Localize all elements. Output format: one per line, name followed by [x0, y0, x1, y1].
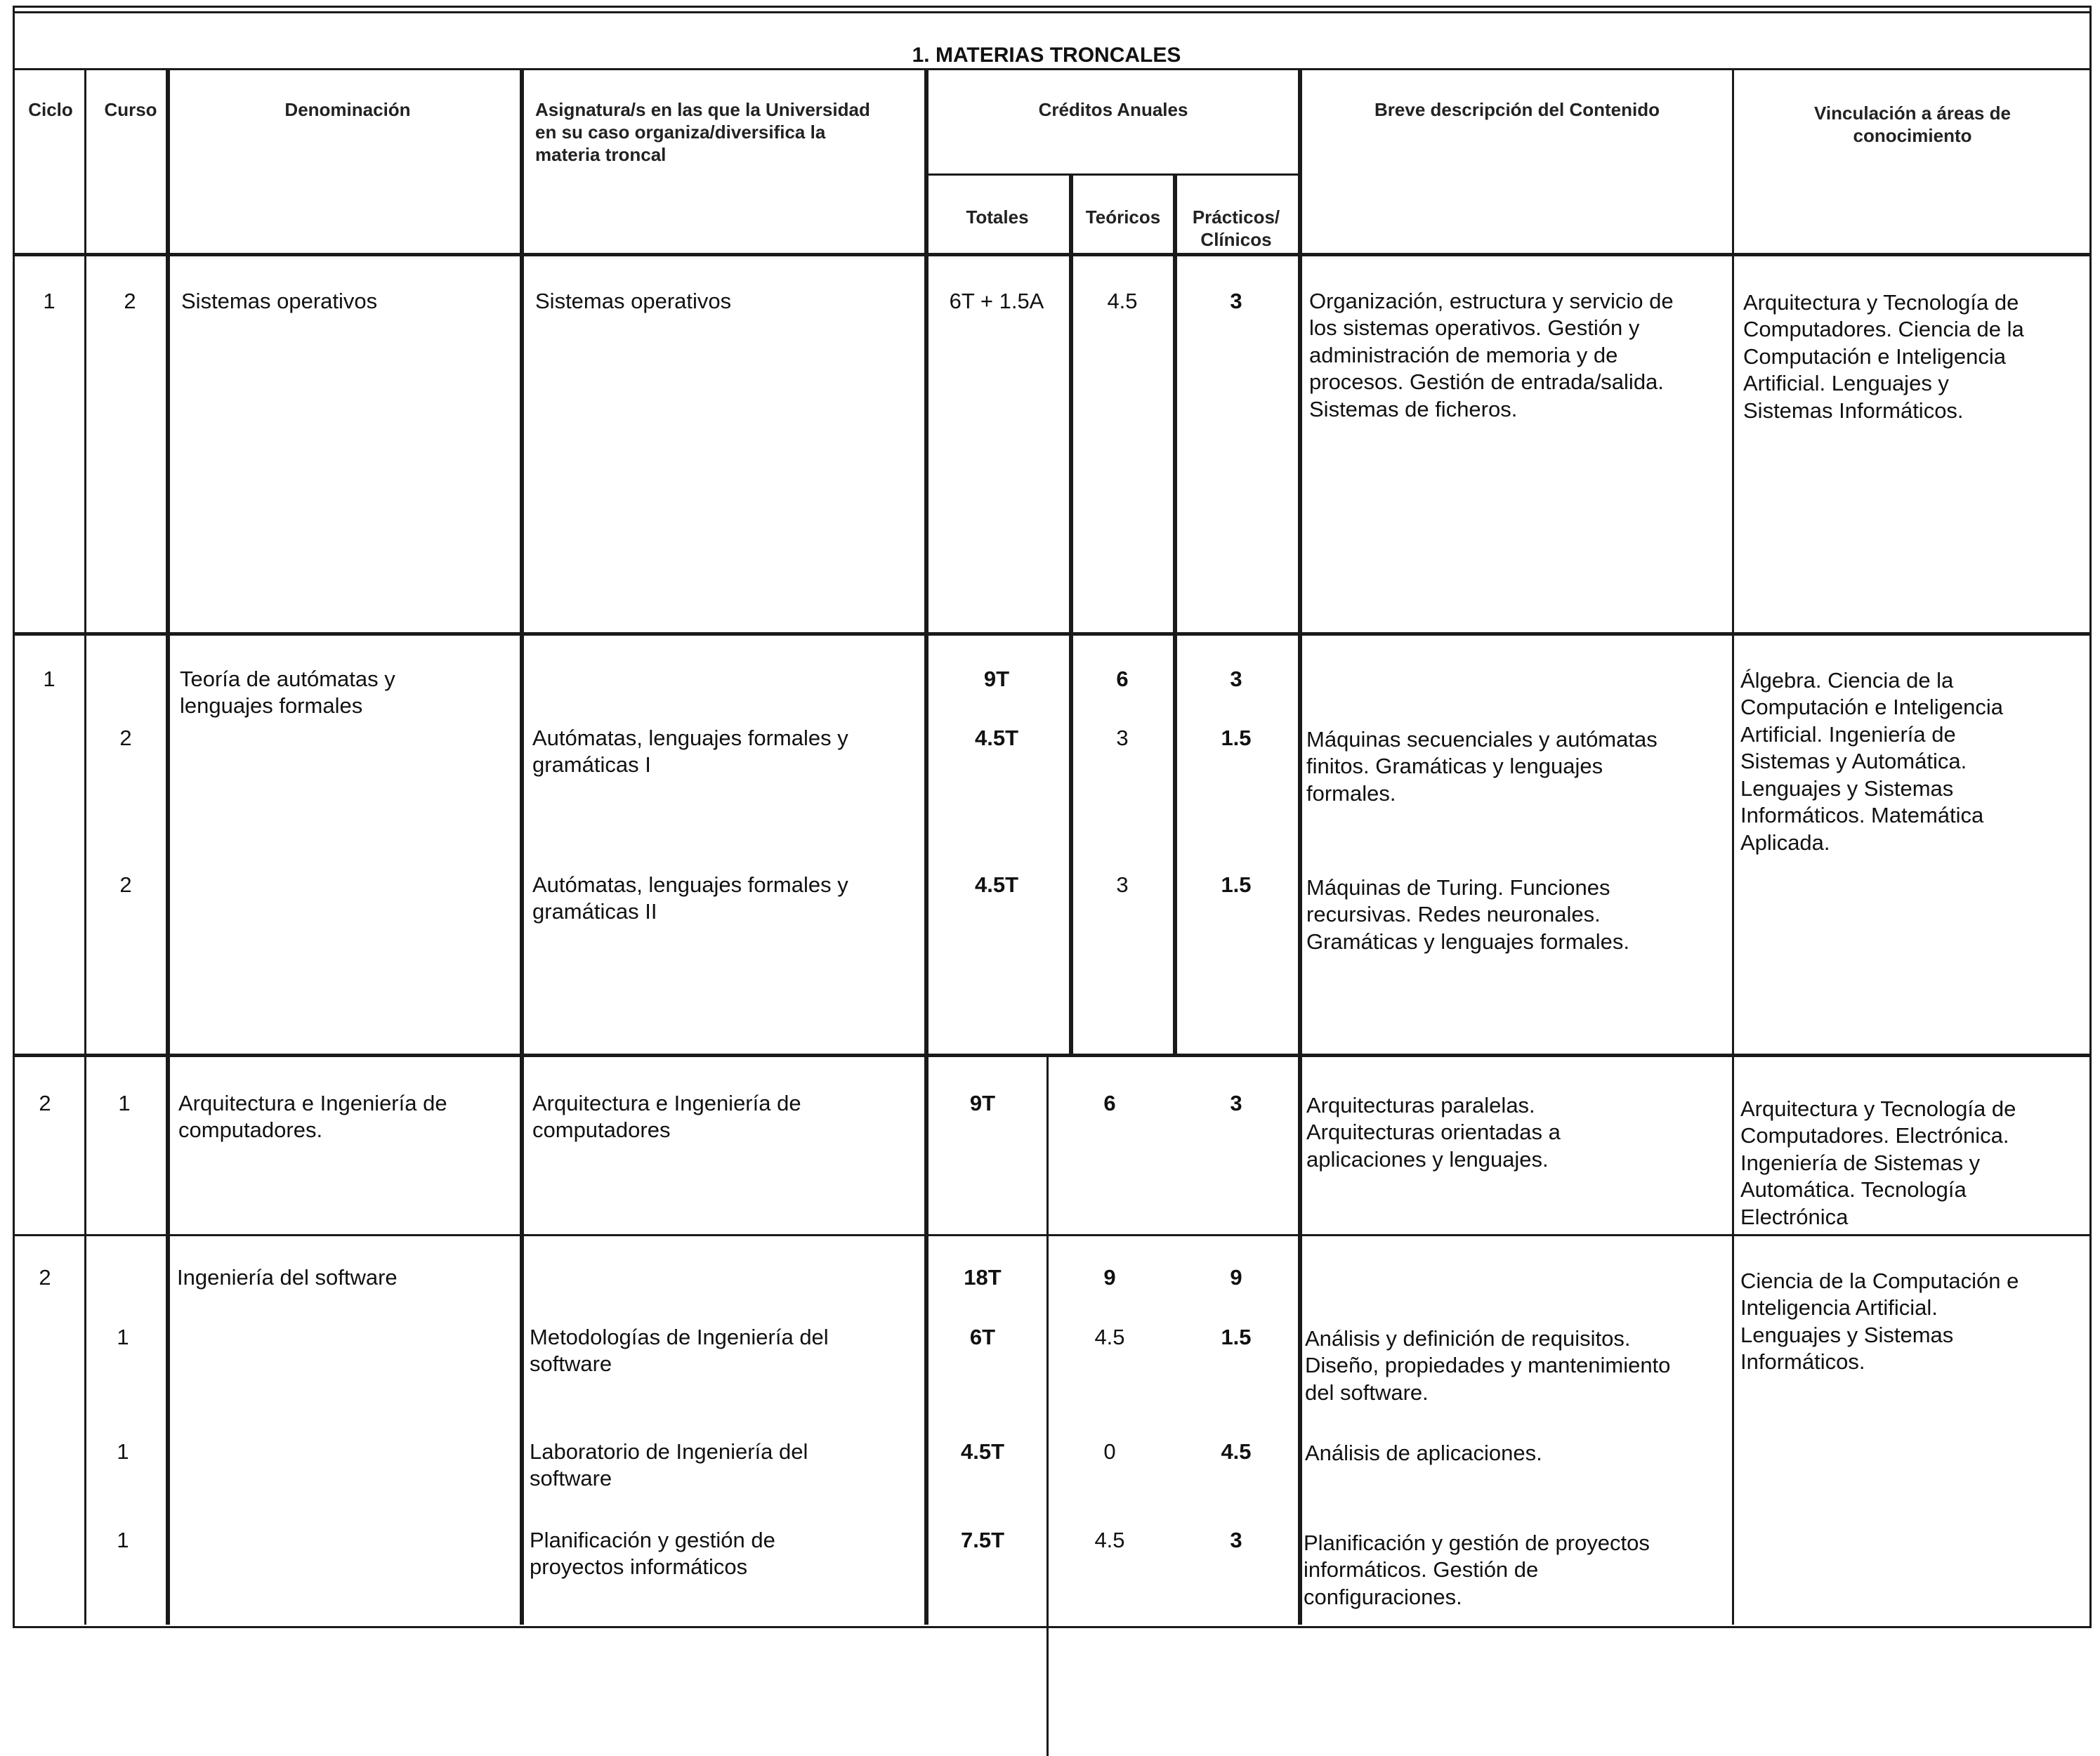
col-line-totales — [924, 68, 928, 1625]
row1-ciclo: 1 — [43, 289, 55, 313]
row2a-practicos: 1.5 — [1221, 726, 1252, 750]
row2-vinculacion: Álgebra. Ciencia de la Computación e Inteligencia Artificial. Ingeniería de Sistemas y Automática. Lenguajes y Sistemas Informáticos. Matemática Aplicada. — [1740, 668, 2003, 855]
row4c-practicos: 3 — [1230, 1528, 1242, 1552]
row4-vinculacion: Ciencia de la Computación e Inteligencia Artificial. Lenguajes y Sistemas Informáticos. — [1740, 1269, 2019, 1375]
row1-descripcion: Organización, estructura y servicio de los sistemas operativos. Gestión y administración de memoria y de procesos. Gestión de entrada/salida. Sistemas de ficheros. — [1309, 289, 1674, 421]
row1-vinculacion: Arquitectura y Tecnología de Computadores. Ciencia de la Computación e Inteligencia Artificial. Lenguajes y Sistemas Informáticos. — [1743, 290, 2024, 423]
col-line-practicos — [1173, 173, 1177, 1054]
row2-total-teoricos: 6 — [1116, 667, 1129, 691]
col-line-asignaturas — [520, 68, 524, 1625]
row2b-descripcion: Máquinas de Turing. Funciones recursivas. Redes neuronales. Gramáticas y lenguajes formales. — [1306, 875, 1630, 954]
row4c-totales: 7.5T — [960, 1528, 1005, 1552]
row1-teoricos: 4.5 — [1107, 289, 1138, 313]
header-denominacion: Denominación — [284, 99, 411, 120]
row4c-curso: 1 — [117, 1528, 129, 1552]
row3-asignatura: Arquitectura e Ingeniería de computadores — [532, 1091, 801, 1143]
row2a-asignatura: Autómatas, lenguajes formales y gramáticas I — [532, 726, 848, 778]
row4a-asignatura: Metodologías de Ingeniería del software — [530, 1325, 829, 1377]
row4a-totales: 6T — [969, 1325, 996, 1349]
row4a-curso: 1 — [117, 1325, 129, 1349]
row4a-teoricos: 4.5 — [1094, 1325, 1125, 1349]
top-border-double — [13, 11, 2092, 13]
row2b-totales: 4.5T — [974, 872, 1019, 897]
title-separator — [13, 68, 2092, 70]
row2b-practicos: 1.5 — [1221, 872, 1252, 897]
header-ciclo: Ciclo — [28, 99, 73, 120]
row4-total-practicos: 9 — [1230, 1265, 1242, 1290]
creditos-subheader-line — [926, 173, 1299, 176]
row4-denominacion: Ingeniería del software — [177, 1265, 398, 1290]
header-practicos: Prácticos/ Clínicos — [1192, 207, 1280, 251]
row2a-curso: 2 — [119, 726, 132, 750]
row4-total-teoricos: 9 — [1103, 1265, 1116, 1290]
row2-ciclo: 1 — [43, 667, 55, 691]
row2a-descripcion: Máquinas secuenciales y autómatas finitos. Gramáticas y lenguajes formales. — [1306, 727, 1658, 806]
row4a-practicos: 1.5 — [1221, 1325, 1252, 1349]
col-line-denominacion — [166, 68, 170, 1625]
header-totales: Totales — [966, 207, 1029, 228]
col-line-descripcion — [1298, 68, 1302, 1625]
row2-total-totales: 9T — [983, 667, 1010, 691]
header-descripcion: Breve descripción del Contenido — [1374, 99, 1660, 120]
row2a-teoricos: 3 — [1116, 726, 1129, 750]
row4c-teoricos: 4.5 — [1094, 1528, 1125, 1552]
row3-curso: 1 — [118, 1091, 131, 1115]
row3-vinculacion: Arquitectura y Tecnología de Computadores. Electrónica. Ingeniería de Sistemas y Automática. Tecnología Electrónica — [1740, 1096, 2016, 1229]
col-line-teoricos-upper — [1069, 173, 1073, 1054]
row2a-totales: 4.5T — [974, 726, 1019, 750]
col-line-vinculacion — [1732, 68, 1734, 1625]
row3-totales: 9T — [969, 1091, 996, 1115]
row2b-teoricos: 3 — [1116, 872, 1129, 897]
row2-denominacion: Teoría de autómatas y lenguajes formales — [180, 667, 395, 719]
row1-asignatura: Sistemas operativos — [535, 289, 732, 313]
row1-practicos: 3 — [1230, 289, 1242, 313]
table-title: 1. MATERIAS TRONCALES — [912, 44, 1181, 67]
row4b-asignatura: Laboratorio de Ingeniería del software — [530, 1439, 808, 1491]
col-line-curso — [84, 68, 86, 1625]
row4-ciclo: 2 — [39, 1265, 51, 1290]
row-separator-3 — [13, 1234, 2092, 1236]
row4c-asignatura: Planificación y gestión de proyectos informáticos — [530, 1528, 775, 1580]
header-curso: Curso — [104, 99, 157, 120]
row4-total-totales: 18T — [964, 1265, 1002, 1290]
col-line-teoricos-lower — [1046, 1054, 1049, 1756]
row2b-asignatura: Autómatas, lenguajes formales y gramáticas II — [532, 872, 848, 924]
row4b-teoricos: 0 — [1103, 1439, 1116, 1464]
row-separator-1 — [13, 632, 2092, 636]
header-asignaturas: Asignatura/s en las que la Universidad en su caso organiza/diversifica la materia troncal — [535, 99, 870, 166]
header-separator — [13, 253, 2092, 256]
row4b-descripcion: Análisis de aplicaciones. — [1305, 1441, 1542, 1465]
row1-curso: 2 — [124, 289, 136, 313]
header-teoricos: Teóricos — [1085, 207, 1161, 228]
header-creditos-anuales: Créditos Anuales — [1038, 99, 1188, 120]
header-vinculacion: Vinculación a áreas de conocimiento — [1814, 103, 2011, 147]
row4b-totales: 4.5T — [960, 1439, 1005, 1464]
row4b-practicos: 4.5 — [1221, 1439, 1252, 1464]
row3-denominacion: Arquitectura e Ingeniería de computadores. — [178, 1091, 447, 1143]
row3-ciclo: 2 — [39, 1091, 51, 1115]
row3-practicos: 3 — [1230, 1091, 1242, 1115]
row4c-descripcion: Planificación y gestión de proyectos informáticos. Gestión de configuraciones. — [1304, 1531, 1650, 1609]
row3-descripcion: Arquitecturas paralelas. Arquitecturas orientadas a aplicaciones y lenguajes. — [1306, 1093, 1561, 1172]
row4a-descripcion: Análisis y definición de requisitos. Diseño, propiedades y mantenimiento del software. — [1305, 1326, 1671, 1405]
row3-teoricos: 6 — [1103, 1091, 1116, 1115]
row4b-curso: 1 — [117, 1439, 129, 1464]
row-separator-2 — [13, 1054, 2092, 1057]
row1-denominacion: Sistemas operativos — [181, 289, 378, 313]
row1-totales: 6T + 1.5A — [949, 289, 1044, 313]
row2-total-practicos: 3 — [1230, 667, 1242, 691]
row2b-curso: 2 — [119, 872, 132, 897]
